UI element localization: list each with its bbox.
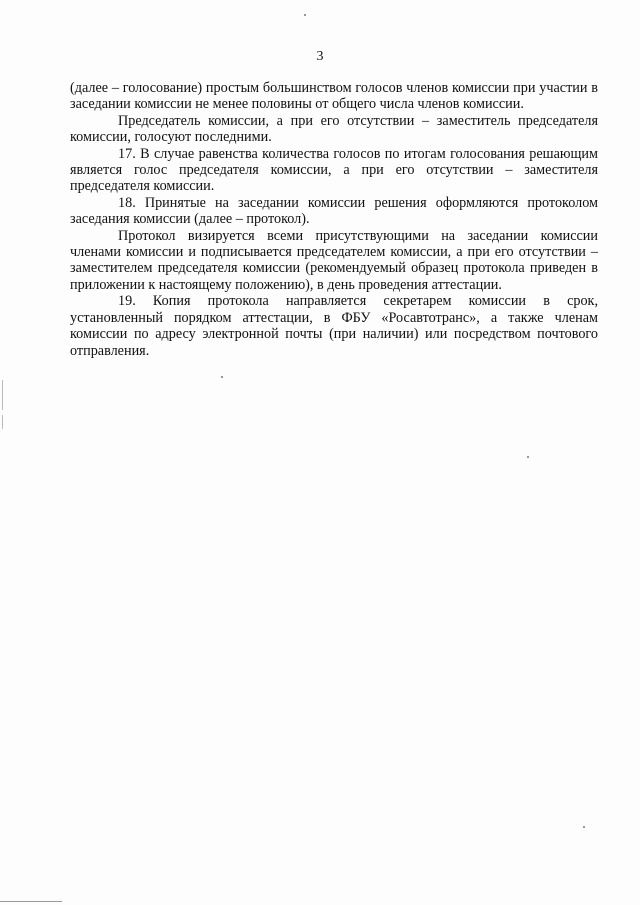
paragraph-19-protocol-copy: 19. Копия протокола направляется секретарем комиссии в срок, установленный порядком аттестации, в ФБУ «Росавтотранс», а также членам комиссии по адресу электронной почты (при наличии) или посредством почтового отправления. (70, 293, 598, 359)
scan-edge-mark (2, 380, 3, 410)
document-body (70, 80, 598, 359)
paragraph-17-tie-vote: 17. В случае равенства количества голосов по итогам голосования решающим является голос председателя комиссии, а при его отсутствии – заместителя председателя комиссии. (70, 145, 598, 195)
paragraph-chairman-votes-last: Председатель комиссии, а при его отсутствии – заместитель председателя комиссии, голосуют последними. (70, 112, 598, 146)
paragraph-18-protocol: 18. Принятые на заседании комиссии решения оформляются протоколом заседания комиссии (далее – протокол). (70, 194, 598, 228)
scan-speck (304, 14, 306, 16)
scan-bottom-line (0, 901, 62, 902)
page-number: 3 (316, 49, 324, 64)
paragraph-voting-majority: (далее – голосование) простым большинством голосов членов комиссии при участии в заседании комиссии не менее половины от общего числа членов комиссии. (70, 80, 598, 113)
scan-speck (527, 456, 529, 458)
scan-speck (583, 826, 585, 828)
scan-speck (221, 376, 223, 378)
scan-edge-mark (2, 415, 3, 429)
paragraph-protocol-signing: Протокол визируется всеми присутствующими на заседании комиссии членами комиссии и подписывается председателем комиссии, а при его отсутствии – заместителем председателя комиссии (рекомендуемый образец протокола приведен в приложении к настоящему положению), в день проведения аттестации. (70, 227, 598, 293)
